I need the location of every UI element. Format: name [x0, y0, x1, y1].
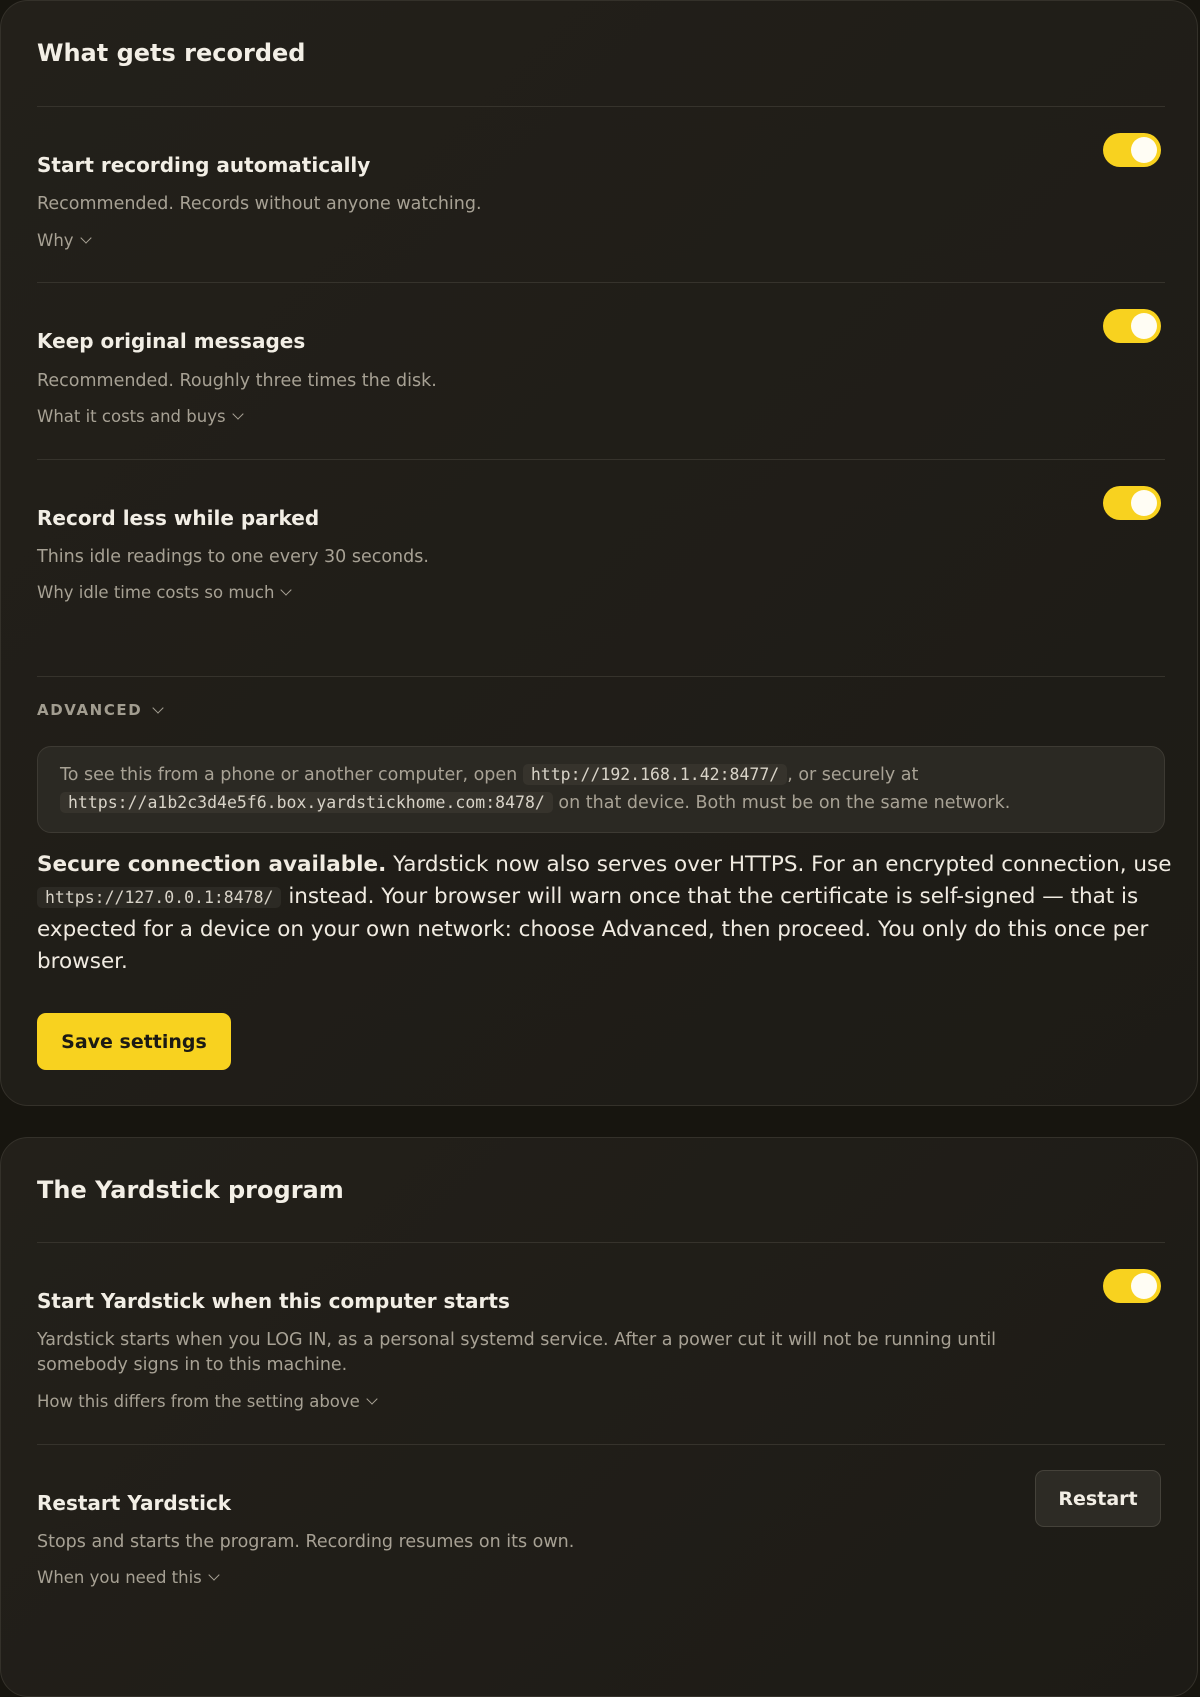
advanced-toggle[interactable] [37, 701, 162, 719]
program-settings-card [0, 1137, 1198, 1697]
toggle-keep-original[interactable] [1103, 309, 1161, 343]
toggle-start-recording[interactable] [1103, 133, 1161, 167]
chevron-down-icon [281, 584, 292, 595]
toggle-knob [1131, 137, 1157, 163]
divider [37, 1242, 1165, 1243]
divider [37, 459, 1165, 460]
setting-desc-record-less: Thins idle readings to one every 30 seconds. [37, 547, 429, 567]
divider [37, 1444, 1165, 1445]
disclosure-label: How this differs from the setting above [37, 1392, 360, 1411]
toggle-knob [1131, 313, 1157, 339]
secure-notice-text: Yardstick now also serves over HTTPS. For an encrypted connection, use [393, 852, 1172, 877]
divider [37, 676, 1165, 677]
toggle-record-less[interactable] [1103, 486, 1161, 520]
recording-card-title: What gets recorded [37, 39, 306, 67]
setting-desc-restart: Stops and starts the program. Recording resumes on its own. [37, 1532, 575, 1552]
chevron-down-icon [232, 408, 243, 419]
remote-access-info [37, 746, 1165, 833]
save-settings-button[interactable]: Save settings [37, 1013, 231, 1070]
secure-url: https://a1b2c3d4e5f6.box.yardstickhome.com:8478/ [60, 792, 553, 813]
advanced-label: ADVANCED [37, 701, 143, 719]
setting-desc-startup: Yardstick starts when you LOG IN, as a personal systemd service. After a power cut it will not be running until somebody signs in to this machine. [37, 1330, 997, 1375]
secure-notice-text: instead. Your browser will warn once that the certificate is self-signed — that is expected for a device on your own network: choose Advanced, then proceed. You only do this once per browser. [37, 884, 1149, 974]
program-card-title: The Yardstick program [37, 1176, 344, 1204]
toggle-knob [1131, 1273, 1157, 1299]
toggle-knob [1131, 490, 1157, 516]
chevron-down-icon [153, 702, 164, 713]
local-url: http://192.168.1.42:8477/ [523, 764, 787, 785]
disclosure-startup-difference[interactable] [37, 1392, 376, 1411]
info-text: , or securely at [787, 765, 919, 785]
disclosure-idle-time[interactable] [37, 583, 290, 602]
secure-notice-url: https://127.0.0.1:8478/ [37, 887, 281, 908]
secure-notice-heading: Secure connection available. [37, 852, 387, 877]
setting-desc-start-recording: Recommended. Records without anyone watching. [37, 194, 482, 214]
disclosure-why[interactable] [37, 231, 90, 250]
setting-title-restart: Restart Yardstick [37, 1491, 232, 1515]
secure-connection-notice [37, 849, 1177, 978]
setting-title-keep-original: Keep original messages [37, 329, 306, 353]
info-text: on that device. Both must be on the same network. [558, 793, 1011, 813]
info-text: To see this from a phone or another computer, open [60, 765, 518, 785]
setting-desc-keep-original: Recommended. Roughly three times the disk. [37, 371, 437, 391]
restart-button[interactable]: Restart [1035, 1470, 1161, 1527]
disclosure-label: When you need this [37, 1568, 202, 1587]
chevron-down-icon [366, 1393, 377, 1404]
disclosure-label: Why idle time costs so much [37, 583, 275, 602]
toggle-startup[interactable] [1103, 1269, 1161, 1303]
setting-title-start-recording: Start recording automatically [37, 153, 371, 177]
disclosure-when-needed[interactable] [37, 1568, 218, 1587]
chevron-down-icon [208, 1569, 219, 1580]
disclosure-label: What it costs and buys [37, 407, 226, 426]
disclosure-label: Why [37, 231, 74, 250]
setting-title-record-less: Record less while parked [37, 506, 320, 530]
setting-title-startup: Start Yardstick when this computer starts [37, 1289, 510, 1313]
chevron-down-icon [80, 232, 91, 243]
divider [37, 106, 1165, 107]
divider [37, 282, 1165, 283]
disclosure-costs[interactable] [37, 407, 242, 426]
